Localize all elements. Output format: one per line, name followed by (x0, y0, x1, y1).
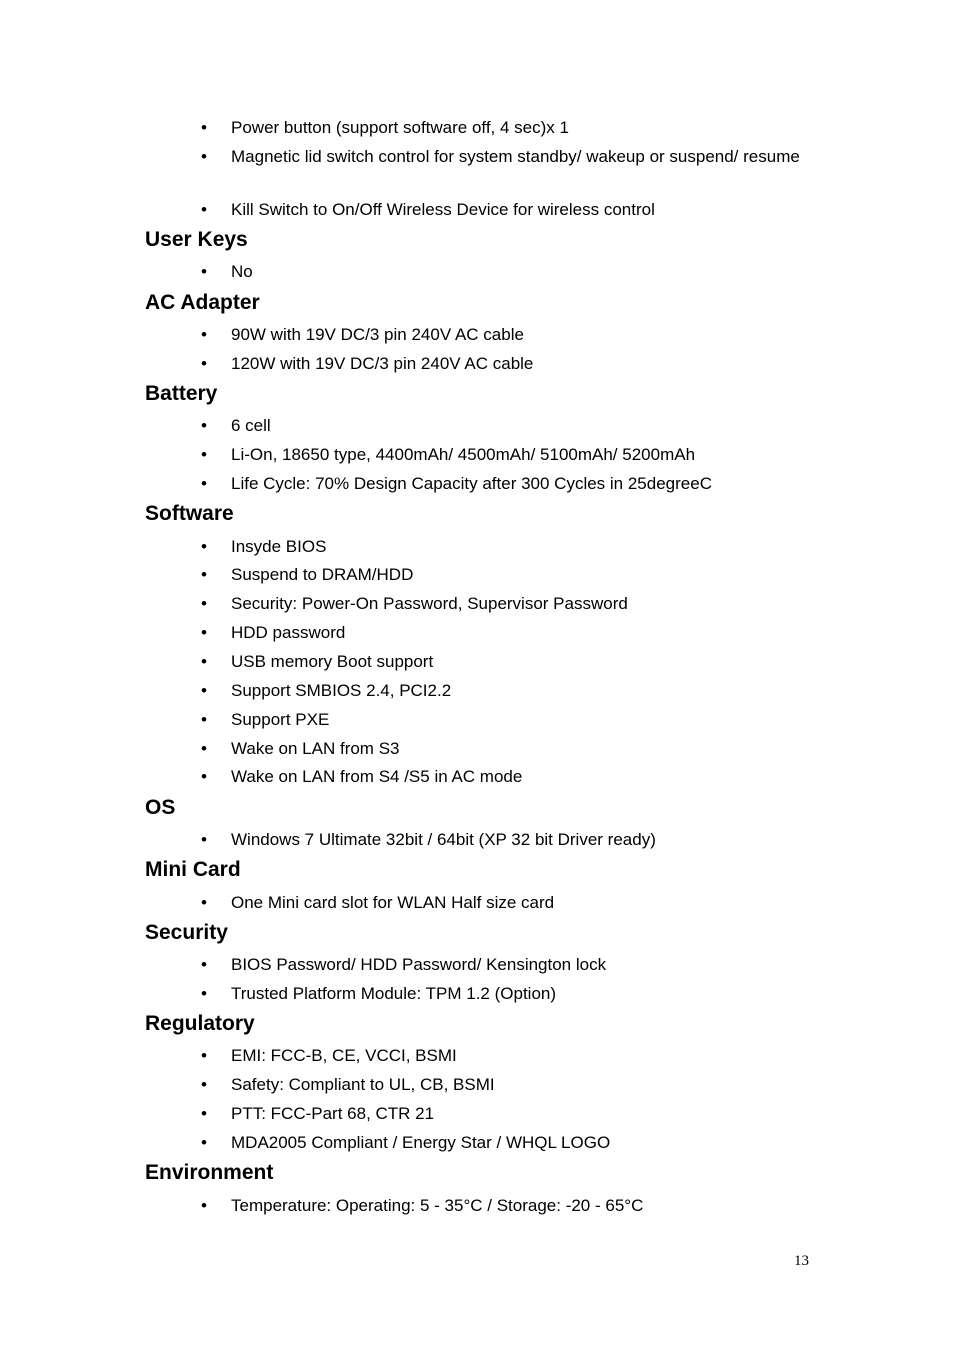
section-heading-environment: Environment (145, 1161, 274, 1184)
list-item-text: Li-On, 18650 type, 4400mAh/ 4500mAh/ 5100mAh/ 5200mAh (231, 445, 696, 464)
bullet-icon: • (201, 893, 207, 912)
list-item-text: MDA2005 Compliant / Energy Star / WHQL LOGO (231, 1133, 611, 1152)
section-heading-software: Software (145, 502, 234, 525)
list-item-text: Support SMBIOS 2.4, PCI2.2 (231, 681, 452, 700)
list-item (201, 323, 811, 347)
list-item (201, 1073, 811, 1097)
section-heading-battery: Battery (145, 382, 218, 405)
bullet-icon: • (201, 262, 207, 281)
list-item-text: 6 cell (231, 416, 271, 435)
list-item (201, 260, 811, 284)
list-item-text: No (231, 262, 253, 281)
bullet-icon: • (201, 739, 207, 758)
bullet-icon: • (201, 1133, 207, 1152)
list-item (201, 535, 811, 559)
section-heading-os: OS (145, 796, 176, 819)
list-item (201, 145, 811, 169)
list-item-text: Support PXE (231, 710, 330, 729)
section-heading-mini-card: Mini Card (145, 858, 241, 881)
list-item-text: USB memory Boot support (231, 652, 434, 671)
list-item-text: Suspend to DRAM/HDD (231, 565, 414, 584)
list-item-text: BIOS Password/ HDD Password/ Kensington lock (231, 955, 607, 974)
list-item (201, 891, 811, 915)
list-item (201, 1102, 811, 1126)
list-item (201, 414, 811, 438)
list-item-text: Safety: Compliant to UL, CB, BSMI (231, 1075, 495, 1094)
list-item-text: EMI: FCC-B, CE, VCCI, BSMI (231, 1046, 457, 1065)
list-item (201, 828, 811, 852)
list-item (201, 443, 811, 467)
section-heading-user-keys: User Keys (145, 228, 248, 251)
list-item (201, 737, 811, 761)
list-item (201, 592, 811, 616)
list-item (201, 953, 811, 977)
bullet-icon: • (201, 565, 207, 584)
bullet-icon: • (201, 445, 207, 464)
list-item-text: HDD password (231, 623, 346, 642)
bullet-icon: • (201, 200, 207, 219)
bullet-icon: • (201, 416, 207, 435)
bullet-icon: • (201, 537, 207, 556)
bullet-icon: • (201, 1196, 207, 1215)
bullet-icon: • (201, 354, 207, 373)
list-item-text: Wake on LAN from S3 (231, 739, 400, 758)
list-item (201, 621, 811, 645)
section-heading-security: Security (145, 921, 228, 944)
list-item-text: Life Cycle: 70% Design Capacity after 300 Cycles in 25degreeC (231, 474, 712, 493)
list-item-text: Windows 7 Ultimate 32bit / 64bit (XP 32 bit Driver ready) (231, 830, 656, 849)
bullet-icon: • (201, 474, 207, 493)
list-item (201, 1194, 811, 1218)
bullet-icon: • (201, 681, 207, 700)
list-item (201, 352, 811, 376)
bullet-icon: • (201, 1046, 207, 1065)
list-item (201, 116, 811, 140)
list-item-text: Trusted Platform Module: TPM 1.2 (Option) (231, 984, 557, 1003)
list-item-text: Power button (support software off, 4 sec)x 1 (231, 118, 569, 137)
list-item (201, 1044, 811, 1068)
list-item (201, 650, 811, 674)
list-item-text: PTT: FCC-Part 68, CTR 21 (231, 1104, 435, 1123)
bullet-icon: • (201, 830, 207, 849)
list-item-text: Wake on LAN from S4 /S5 in AC mode (231, 767, 523, 786)
bullet-icon: • (201, 767, 207, 786)
list-item-text: Security: Power-On Password, Supervisor Password (231, 594, 628, 613)
list-item (201, 765, 811, 789)
section-heading-regulatory: Regulatory (145, 1012, 255, 1035)
bullet-icon: • (201, 652, 207, 671)
list-item-text: Kill Switch to On/Off Wireless Device for wireless control (231, 200, 655, 219)
section-heading-ac-adapter: AC Adapter (145, 291, 260, 314)
bullet-icon: • (201, 710, 207, 729)
bullet-icon: • (201, 623, 207, 642)
list-item-text: Magnetic lid switch control for system standby/ wakeup or suspend/ resume (231, 147, 800, 166)
list-item-text: One Mini card slot for WLAN Half size card (231, 893, 555, 912)
bullet-icon: • (201, 594, 207, 613)
list-item (201, 198, 811, 222)
list-item (201, 563, 811, 587)
bullet-icon: • (201, 955, 207, 974)
bullet-icon: • (201, 325, 207, 344)
bullet-icon: • (201, 1075, 207, 1094)
list-item (201, 472, 811, 496)
list-item-text: Temperature: Operating: 5 - 35°C / Storage: -20 - 65°C (231, 1196, 644, 1215)
bullet-icon: • (201, 1104, 207, 1123)
bullet-icon: • (201, 984, 207, 1003)
list-item-text: Insyde BIOS (231, 537, 327, 556)
list-item (201, 982, 811, 1006)
list-item (201, 1131, 811, 1155)
page-number: 13 (794, 1253, 809, 1269)
list-item (201, 679, 811, 703)
bullet-icon: • (201, 118, 207, 137)
list-item (201, 708, 811, 732)
list-item-text: 120W with 19V DC/3 pin 240V AC cable (231, 354, 534, 373)
bullet-icon: • (201, 147, 207, 166)
list-item-text: 90W with 19V DC/3 pin 240V AC cable (231, 325, 524, 344)
